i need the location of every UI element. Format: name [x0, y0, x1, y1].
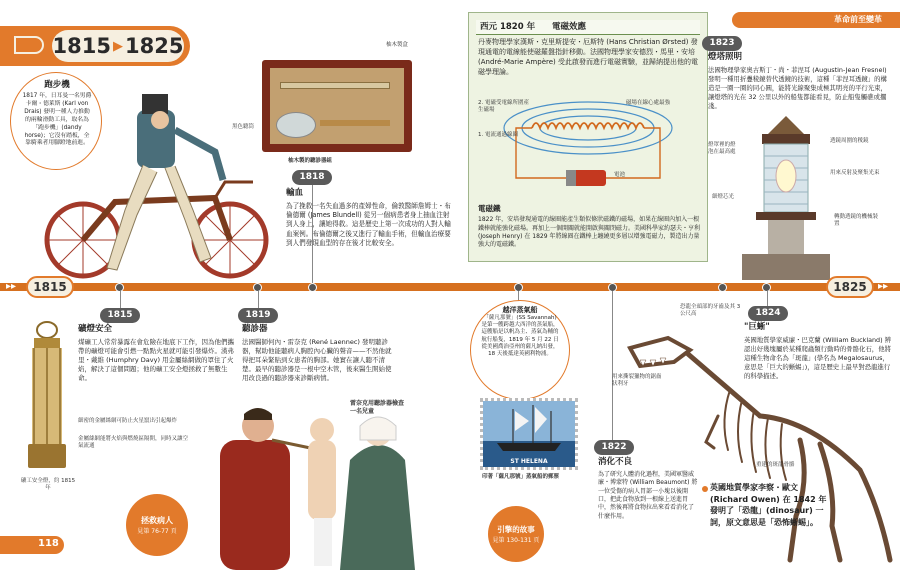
electromagnet-title: 電磁鐵 [478, 204, 501, 213]
engine-callout[interactable] [488, 506, 544, 562]
owen-text: 英國地質學家李察・歐文 (Richard Owen) 在 1842 年發明了「恐龍」(dinosaur) 一詞，原文意思是「恐怖蜥蜴」。 [710, 483, 827, 527]
saving-callout-ref: 見第 76-77 頁 [137, 528, 177, 535]
ship-caption: 印著「薩凡那號」蒸氣船的郵票 [482, 474, 560, 480]
arrow-right-icon: ▶ [113, 38, 123, 54]
lighthouse-ann-lens: 透鏡周圍的稜鏡 [830, 138, 869, 144]
timeline-end-year: 1825 [826, 276, 874, 298]
section-bar [732, 12, 900, 28]
transfusion-text: 為了挽救一名失血過多的產婦性命，倫敦醫師詹姆士・布倫德爾 (James Blundell) 從另一個病患者身上抽血注射到人身上，讓她得救。這是歷史上第一次成功的人對人輸血案例。布倫德爾之後又進行了輸血手術，但輸血治療要到人們發現血型的存在後才比較安全。 [286, 201, 451, 247]
lighthouse-ann-gear: 轉動透鏡的機械裝置 [834, 214, 879, 228]
ship-stamp-text: ST HELENA [510, 458, 548, 465]
panel-heading-year: 西元 1820 年 [480, 22, 536, 32]
year-end: 1825 [125, 34, 184, 58]
stethoscope-text: 法國醫師何內・雷奈克 (René Laennec) 發明聽診器，幫助他能聽病人胸腔內心臟的聲音——不然他就得把耳朵緊貼到女患者的胸部。她實在讓人聽不清楚。最早的聽診器是一根中空木管，後來醫生開始使用改良過的聽診器來診斷病情。 [242, 337, 392, 383]
ship-text: 「薩凡那號」(SS Savannah) 是第一艘跨越大西洋的蒸氣船，這艘船是以帆為主、蒸氣為輔的航行船隻，1819 年 5 月 22 日從美國喬治亞州的薩凡納出發，18 天後抵達英國利物浦。 [481, 315, 559, 357]
dinosaur-ann-teeth: 用來撕裂獵物的鋸齒狀利牙 [612, 374, 662, 388]
electromagnet-block [478, 204, 700, 249]
safety-lamp-text: 煤礦工人常常暴露在會危險在地底下工作，因為他們攜帶的礦燈可能會引燃一點點火星就可能引發爆炸。漢弗里・戴維 (Humphry Davy) 用金屬絲網做的罩住了火焰，解決了這個問題；他的礦工安全燈拯救了無數生命。 [78, 337, 234, 383]
safety-lamp-text-block [78, 324, 238, 383]
stethoscope-kit-box [262, 60, 412, 152]
owen-bullet-icon [702, 486, 708, 492]
year-badge-1822: 1822 [594, 440, 634, 455]
timeline-chevrons-left: ▸▸ [6, 281, 17, 292]
panel-label-current: 1. 電流通過線圈 [478, 132, 518, 138]
timeline-dot-1818 [308, 283, 317, 292]
year-badge-1823: 1823 [702, 36, 742, 51]
stethoscope-kit-caption: 柚木製的聽診器組 [288, 158, 333, 164]
hobbyhorse-illustration [25, 90, 275, 280]
timeline-start-year: 1815 [26, 276, 74, 298]
year-badge-1818: 1818 [292, 170, 332, 185]
dinosaur-title: "巨蜥" [744, 322, 770, 332]
safety-lamp-illustration [22, 320, 72, 480]
saving-callout-title: 拯救病人 [141, 516, 173, 525]
page-number: 118 [38, 538, 59, 549]
engine-callout-ref: 見第 130-131 頁 [492, 537, 540, 544]
panel-intro: 丹麥物理學家漢斯・克里斯提安・厄斯特 (Hans Christian Ørsted) 發現通電的電線能使磁羅盤指針移動。法國物理學家安德烈・馬里・安培 (André-Marie Ampère) 受此啟發而進行電磁實驗，並歸納提出他的電磁學理論。 [478, 38, 698, 76]
year-badge-1815: 1815 [100, 308, 140, 323]
lighthouse-ann-lamp: 燈罩裡的燈泡在最高處 [708, 142, 736, 156]
stethoscope-text-block [242, 324, 392, 383]
lighthouse-ann-light: 細燈芯光 [712, 194, 735, 200]
stethoscope-caption: 雷奈克用聽診器檢查一名兒童 [350, 400, 405, 415]
section-title: 革命前至變革 [834, 15, 882, 24]
connector-1819 [258, 291, 259, 308]
year-badge-1824: 1824 [748, 306, 788, 321]
year-badge-1819: 1819 [238, 308, 278, 323]
stethoscope-scene-illustration [210, 400, 420, 570]
dinosaur-skeleton-illustration [610, 320, 900, 570]
electromagnet-text: 1822 年，安培發現通電的線圈能產生類似條狀磁鐵的磁場，如果在線圈內加入一根鐵棒就能強化磁場。再加上一個開關就能開啟與關閉磁力。美國科學家約瑟夫・亨利 (Joseph Henry) 在 1829 年將線圈在鐵棒上纏繞更多層以增強電磁力，製造出力量強大的電磁鐵。 [478, 216, 701, 249]
safety-lamp-caption: 礦工安全燈，約 1815 年 [20, 478, 76, 492]
transfusion-text-block [286, 188, 454, 248]
stethoscope-kit-top-label: 柚木製盒 [386, 42, 409, 48]
dinosaur-ann-jaw: 恐龍全頭部的牙齒及其 3 公尺高 [680, 304, 741, 318]
saving-callout[interactable] [126, 494, 188, 556]
ship-text-block [480, 306, 560, 358]
digestion-title: 消化不良 [598, 457, 633, 467]
panel-label-coil: 2. 電磁受電線所圍產生磁場 [478, 100, 529, 114]
panel-label-battery: 電池 [614, 172, 626, 178]
engine-callout-title: 引擎的故事 [497, 525, 535, 534]
lighthouse-ann-prisms: 用來反射及聚集光束 [830, 170, 880, 176]
panel-label-field: 磁場在線心處最強 [626, 100, 671, 106]
timeline-chevrons-right: ▸▸ [878, 281, 889, 292]
panel-heading-title: 電磁效應 [552, 22, 587, 32]
lighthouse-text: 法國物理學家奧古斯丁・尚・菲涅耳 (Augustin-Jean Fresnel) 發明一種用折疊稜鏡替代透鏡的技術，這種「菲涅耳透鏡」的構造是一圈一圈的同心圓，能將光線聚集成極其明亮的平行光束，讓燈塔的光在 32 公里以外的船隻都能看見，防止船隻觸礁或擱淺。 [708, 65, 887, 110]
hobbyhorse-title: 跑步機 [44, 80, 70, 90]
dinosaur-ann-skeleton: 重建的斑龍骨骼 [756, 462, 795, 468]
stethoscope-title: 聽診器 [242, 324, 268, 334]
safety-lamp-ann-gauze: 細密的金屬絲網可防止火星竄出引起爆炸 [78, 418, 178, 424]
year-start: 1815 [52, 34, 111, 58]
hobbyhorse-text: 1817 年，日耳曼一名男爵卡爾・德萊斯 (Karl von Drais) 發明一種人力推動的兩輪滑動工具，取名為「跑步機」(dandy horse)；它沒有踏板，全靠騎乘者用腳蹬地前進。 [22, 93, 92, 147]
digestion-text: 為了研究人體消化過程，美國軍醫威廉・博蒙特 (William Beaumont) 將一位受傷的病人胃部一小塊以後開口，把此食物放到一根線上送進胃中，然後再將食物拉出來看看消化了什麼作用。 [598, 470, 698, 520]
panel-heading [476, 20, 700, 35]
banner-stripe [14, 36, 44, 54]
page-title [52, 30, 184, 62]
connector-1815 [120, 291, 121, 308]
lighthouse-illustration [738, 112, 834, 280]
stethoscope-kit-left-label: 黑色聽筒 [232, 124, 255, 130]
ship-title: 越洋蒸氣船 [502, 306, 538, 314]
lighthouse-title: 燈塔照明 [708, 52, 743, 62]
transfusion-title: 輸血 [286, 188, 304, 198]
ship-stamp [480, 398, 578, 470]
safety-lamp-ann-shield: 金屬絲網能將火焰與燃燒區隔開，同時又讓空氣流通 [78, 436, 189, 450]
timeline-dot-1823 [718, 283, 727, 292]
lighthouse-text-block [708, 52, 890, 111]
dinosaur-text: 英國地質學家威廉・巴克蘭 (William Buckland) 辨認出好幾塊屬於某種爬蟲類行動時的骨骼化石，他將這種生物命名為「斑龍」(學名為 Megalosaurus，意思是「巨大的蜥蜴」)，這是歷史上最早對恐龍進行的科學描述。 [744, 335, 892, 380]
connector-1824 [767, 291, 768, 306]
safety-lamp-title: 礦燈安全 [78, 324, 113, 334]
